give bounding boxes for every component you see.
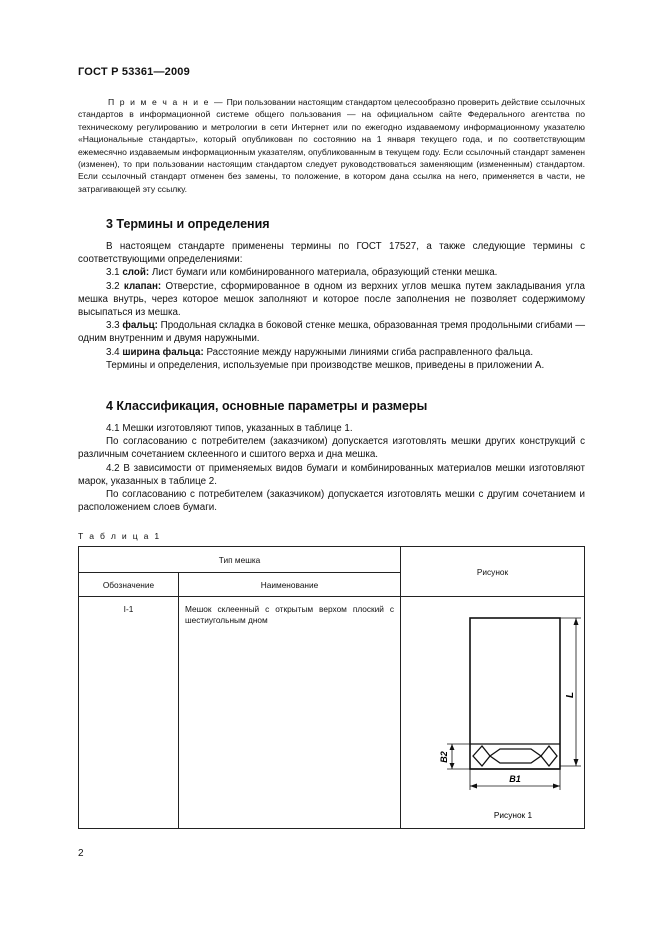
table-head-group: Тип мешка <box>79 547 401 573</box>
term-3-2: 3.2 клапан: Отверстие, сформированное в одном из верхних углов мешка путем закладывания угла мешка внутрь, через которое мешок заполняют и которое после заполнения не позволяет содержимому высыпаться из мешка. <box>78 280 585 319</box>
section-3-intro: В настоящем стандарте применены термины по ГОСТ 17527, а также следующие термины с соответствующими определениями: <box>78 241 585 266</box>
page-number: 2 <box>78 848 84 859</box>
table-row <box>79 597 585 829</box>
bottom-right-fold <box>541 746 557 766</box>
dim-width-label: B1 <box>509 774 521 784</box>
row-name: Мешок склеенный с открытым верхом плоский с шестиугольным дном <box>179 597 401 829</box>
row-figure-cell <box>401 597 585 829</box>
section-4-body <box>78 422 585 514</box>
bottom-hexagon <box>490 749 541 763</box>
term-3-3: 3.3 фальц: Продольная складка в боковой стенке мешка, образованная тремя продольными сгибами — одним внутренним и двумя наружными. <box>78 320 585 345</box>
section-4-para: По согласованию с потребителем (заказчиком) допускается изготовлять мешки с другим сочетанием и расположением слоев бумаги. <box>78 489 585 514</box>
figure-caption: Рисунок 1 <box>493 810 533 820</box>
note-label: П р и м е ч а н и е — <box>108 97 225 107</box>
dim-length-label: L <box>565 691 577 699</box>
table-head-picture: Рисунок <box>401 547 585 597</box>
section-3-title: 3 Термины и определения <box>106 217 270 231</box>
note-block <box>78 96 585 195</box>
table-head-code: Обозначение <box>79 573 179 597</box>
document-header: ГОСТ Р 53361—2009 <box>78 66 190 78</box>
bag-outline <box>470 618 560 769</box>
section-4-para: 4.1 Мешки изготовляют типов, указанных в таблице 1. <box>106 423 353 434</box>
section-3-outro: Термины и определения, используемые при производстве мешков, приведены в приложении А. <box>106 359 545 371</box>
table-1-caption: Т а б л и ц а 1 <box>78 531 161 541</box>
bag-drawing <box>401 597 585 828</box>
term-3-4: 3.4 ширина фальца: Расстояние между наружными линиями сгиба расправленного фальца. <box>106 346 534 358</box>
table-1 <box>78 546 585 829</box>
section-4-para: 4.2 В зависимости от применяемых видов бумаги и комбинированных материалов мешки изготовляют марок, указанных в таблице 2. <box>78 462 585 487</box>
bottom-left-fold <box>473 746 490 766</box>
row-code: I-1 <box>79 597 179 829</box>
term-3-1: 3.1 слой: Лист бумаги или комбинированного материала, образующий стенки мешка. <box>106 267 498 279</box>
table-head-name: Наименование <box>179 573 401 597</box>
section-4-title: 4 Классификация, основные параметры и размеры <box>106 399 428 413</box>
dim-bottom-label: B2 <box>439 751 450 763</box>
section-4-para: По согласованию с потребителем (заказчиком) допускается изготовлять мешки других конструкций с различным сочетанием склеенного и сшитого верха и дна мешка. <box>78 436 585 461</box>
note-text: При пользовании настоящим стандартом целесообразно проверить действие ссылочных стандартов в информационной системе общего пользования — на официальном сайте Федерального агентства по техническому регулированию и метрологии в сети Интернет или по ежегодно издаваемому информационному указателю «Национальные стандарты», который опубликован по состоянию на 1 января текущего года, и по соответствующим ежемесячно издаваемым информационным указателям, опубликованным в текущем году. Если ссылочный стандарт заменен (изменен), то при пользовании настоящим стандартом следует руководствоваться заменяющим (измененным) стандартом. Если ссылочный стандарт отменен без замены, то положение, в котором дана ссылка на него, применяется в части, не затрагивающей эту ссылку. <box>78 97 585 194</box>
section-3-body <box>78 240 585 372</box>
